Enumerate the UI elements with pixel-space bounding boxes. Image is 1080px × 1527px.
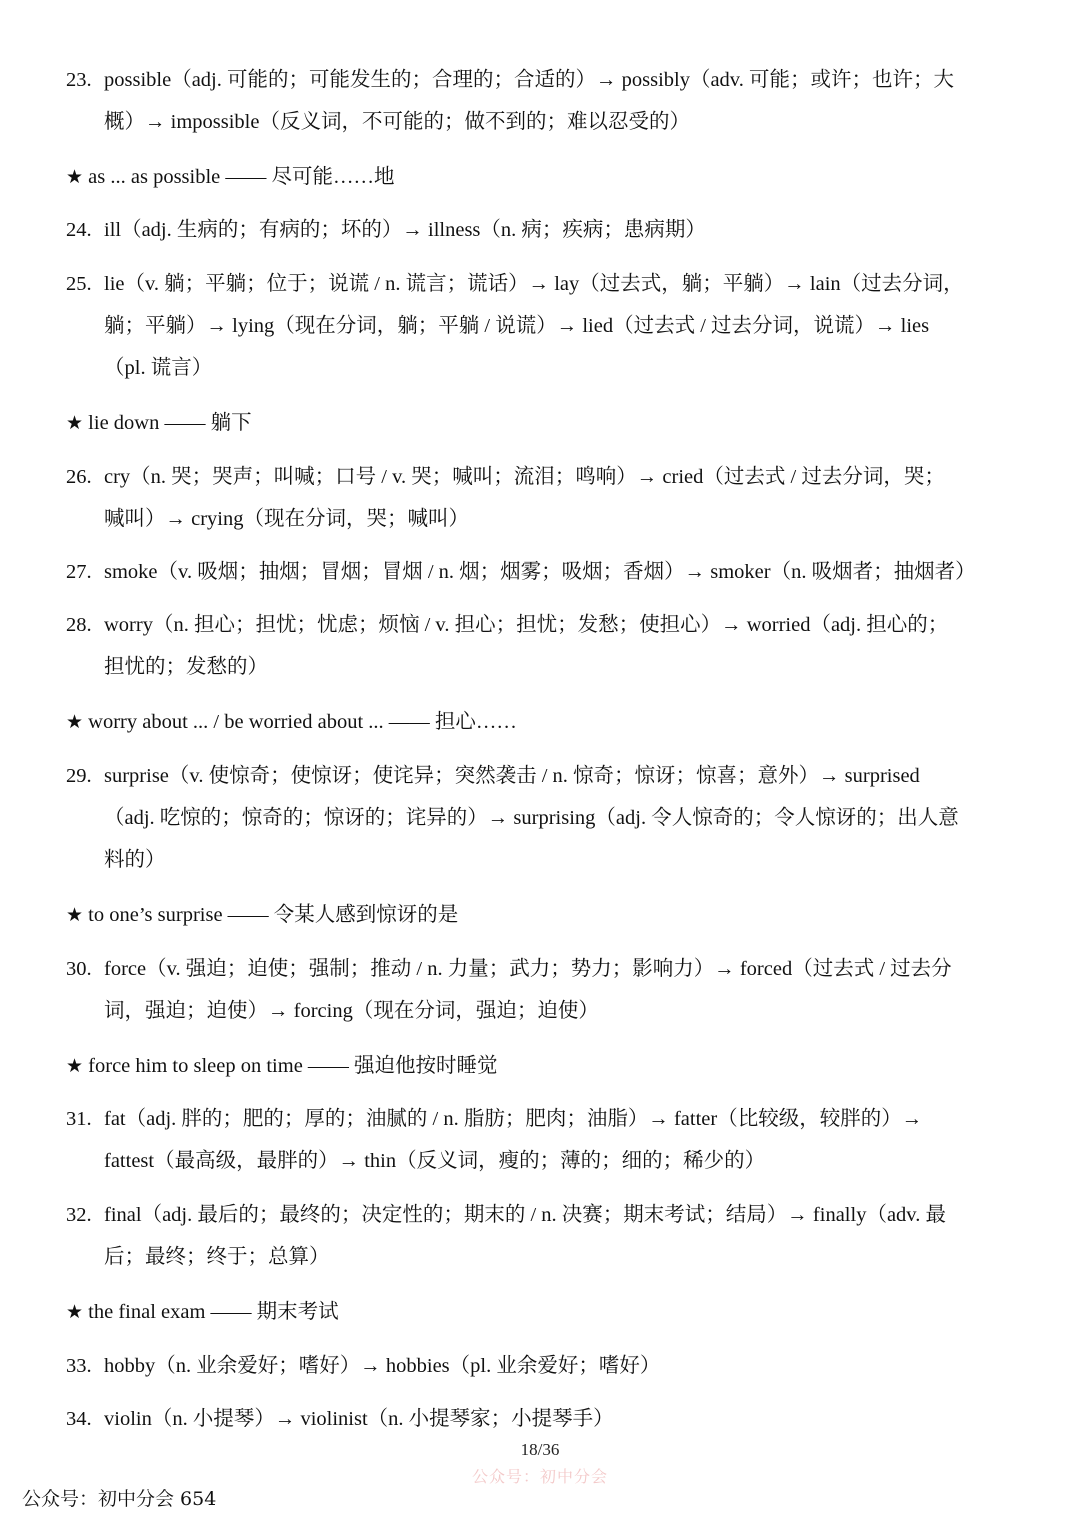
phrase-as-possible — [66, 156, 1028, 198]
phrase-text: the final exam —— 期末考试 — [88, 1301, 339, 1323]
entry-line: worry（n. 担心；担忧；忧虑；烦恼 / v. 担心；担忧；发愁；使担心）→ worried（adj. 担心的； — [104, 614, 949, 636]
entry-number: 29. — [66, 765, 92, 787]
vocab-entry-31 — [66, 1098, 1028, 1182]
page-number: 18/36 — [520, 1440, 560, 1459]
phrase-final-exam — [66, 1291, 1028, 1333]
vocab-entry-26 — [66, 456, 1028, 540]
star-icon: ★ — [66, 412, 84, 434]
entry-number: 31. — [66, 1108, 92, 1130]
entry-line: violin（n. 小提琴）→ violinist（n. 小提琴家；小提琴手） — [104, 1408, 614, 1430]
vocab-entry-23 — [66, 59, 1028, 143]
entry-line: （adj. 吃惊的；惊奇的；惊讶的；诧异的）→ surprising（adj. 令人惊奇的；令人惊讶的；出人意 — [104, 807, 959, 829]
entry-number: 27. — [66, 561, 92, 583]
entry-line: 担忧的；发愁的） — [104, 656, 268, 678]
entry-line: fattest（最高级，最胖的）→ thin（反义词，瘦的；薄的；细的；稀少的） — [104, 1150, 766, 1172]
entry-line: hobby（n. 业余爱好；嗜好）→ hobbies（pl. 业余爱好；嗜好） — [104, 1355, 661, 1377]
entry-line: ill（adj. 生病的；有病的；坏的）→ illness（n. 病；疾病；患病期） — [104, 219, 706, 241]
entry-number: 30. — [66, 958, 92, 980]
entry-line: （pl. 谎言） — [104, 357, 213, 379]
entry-line: final（adj. 最后的；最终的；决定性的；期末的 / n. 决赛；期末考试；结局）→ finally（adv. 最 — [104, 1204, 946, 1226]
vocab-entry-33 — [66, 1345, 1028, 1387]
star-icon: ★ — [66, 1301, 84, 1323]
vocab-entry-30 — [66, 948, 1028, 1032]
entry-number: 23. — [66, 69, 92, 91]
entry-number: 28. — [66, 614, 92, 636]
vocab-entry-34 — [66, 1398, 1028, 1440]
vocab-entry-25 — [66, 263, 1028, 389]
star-icon: ★ — [66, 166, 84, 188]
entry-number: 33. — [66, 1355, 92, 1377]
entry-line: smoke（v. 吸烟；抽烟；冒烟；冒烟 / n. 烟；烟雾；吸烟；香烟）→ smoker（n. 吸烟者；抽烟者） — [104, 561, 976, 583]
phrase-worry-about — [66, 701, 1028, 743]
vocab-entry-24 — [66, 209, 1028, 251]
star-icon: ★ — [66, 711, 84, 733]
phrase-force-him — [66, 1045, 1028, 1087]
account-label: 公众号：初中分会 654 — [22, 1488, 217, 1510]
watermark: 公众号：初中分会 — [471, 1467, 608, 1486]
entry-number: 25. — [66, 273, 92, 295]
phrase-text: to one’s surprise —— 令某人感到惊讶的是 — [88, 904, 459, 926]
vocab-entry-29 — [66, 755, 1028, 881]
phrase-text: force him to sleep on time —— 强迫他按时睡觉 — [88, 1055, 498, 1077]
entry-line: 喊叫）→ crying（现在分词，哭；喊叫） — [104, 508, 469, 530]
entry-line: 词，强迫；迫使）→ forcing（现在分词，强迫；迫使） — [104, 1000, 599, 1022]
vocab-entry-27 — [66, 551, 1028, 593]
phrase-text: worry about ... / be worried about ... —— 担心…… — [88, 711, 517, 733]
entry-line: 后；最终；终于；总算） — [104, 1246, 330, 1268]
entry-number: 34. — [66, 1408, 92, 1430]
star-icon: ★ — [66, 904, 84, 926]
entry-line: 概）→ impossible（反义词，不可能的；做不到的；难以忍受的） — [104, 111, 690, 133]
entry-line: surprise（v. 使惊奇；使惊讶；使诧异；突然袭击 / n. 惊奇；惊讶；惊喜；意外）→ surprised — [104, 765, 920, 787]
entry-line: possible（adj. 可能的；可能发生的；合理的；合适的）→ possibly（adv. 可能；或许；也许；大 — [104, 69, 954, 91]
entry-line: fat（adj. 胖的；肥的；厚的；油腻的 / n. 脂肪；肥肉；油脂）→ fatter（比较级，较胖的）→ — [104, 1108, 923, 1130]
phrase-to-ones-surprise — [66, 894, 1028, 936]
entry-line: 躺；平躺）→ lying（现在分词，躺；平躺 / 说谎）→ lied（过去式 / 过去分词，说谎）→ lies — [104, 315, 930, 337]
entry-line: cry（n. 哭；哭声；叫喊；口号 / v. 哭；喊叫；流泪；鸣响）→ cried（过去式 / 过去分词，哭； — [104, 466, 945, 488]
entry-line: force（v. 强迫；迫使；强制；推动 / n. 力量；武力；势力；影响力）→ forced（过去式 / 过去分 — [104, 958, 952, 980]
phrase-text: as ... as possible —— 尽可能……地 — [88, 166, 395, 188]
entry-number: 26. — [66, 466, 92, 488]
star-icon: ★ — [66, 1055, 84, 1077]
phrase-lie-down — [66, 402, 1028, 444]
entry-number: 24. — [66, 219, 92, 241]
entry-number: 32. — [66, 1204, 92, 1226]
vocab-entry-32 — [66, 1194, 1028, 1278]
vocab-entry-28 — [66, 604, 1028, 688]
entry-line: 料的） — [104, 849, 166, 871]
phrase-text: lie down —— 躺下 — [88, 412, 252, 434]
entry-line: lie（v. 躺；平躺；位于；说谎 / n. 谎言；谎话）→ lay（过去式，躺；平躺）→ lain（过去分词， — [104, 273, 964, 295]
